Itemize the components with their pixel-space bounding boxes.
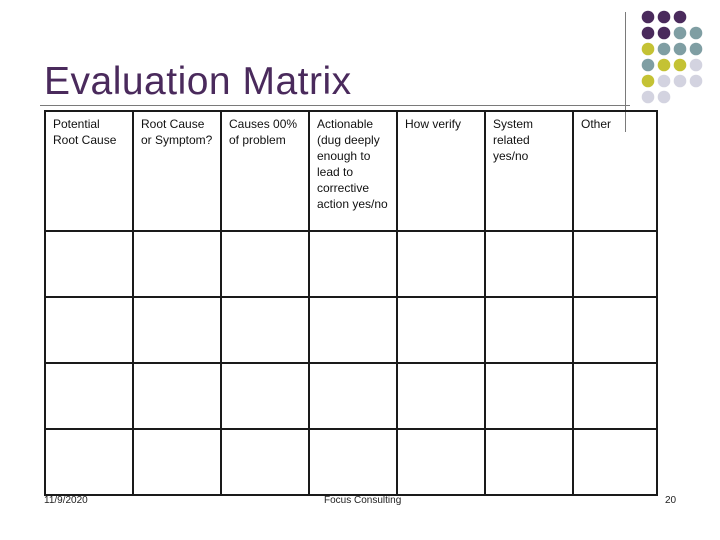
decorative-dot bbox=[658, 91, 671, 104]
table-cell bbox=[309, 363, 397, 429]
decorative-dot bbox=[642, 27, 655, 40]
table-cell bbox=[133, 297, 221, 363]
table-cell bbox=[485, 231, 573, 297]
table-cell bbox=[573, 297, 657, 363]
table-cell bbox=[573, 363, 657, 429]
decorative-dot bbox=[658, 27, 671, 40]
footer-page-number: 20 bbox=[665, 495, 677, 506]
table-cell bbox=[45, 429, 133, 495]
decorative-dot bbox=[642, 43, 655, 56]
header-system-related: System related yes/no bbox=[485, 111, 573, 231]
header-how-verify: How verify bbox=[397, 111, 485, 231]
table-cell bbox=[309, 231, 397, 297]
table-cell bbox=[221, 429, 309, 495]
table-cell bbox=[45, 363, 133, 429]
table-cell bbox=[309, 297, 397, 363]
decorative-dot bbox=[642, 91, 655, 104]
table-cell bbox=[397, 363, 485, 429]
table-cell bbox=[397, 429, 485, 495]
table-cell bbox=[485, 363, 573, 429]
decorative-dot bbox=[690, 59, 703, 72]
table-cell bbox=[221, 297, 309, 363]
table-cell bbox=[573, 429, 657, 495]
table-row bbox=[45, 429, 657, 495]
table-cell bbox=[397, 297, 485, 363]
header-actionable: Actionable (dug deeply enough to lead to corrective action yes/no bbox=[309, 111, 397, 231]
table-cell bbox=[45, 297, 133, 363]
header-row bbox=[45, 111, 657, 231]
decorative-dot bbox=[674, 43, 687, 56]
decorative-dot bbox=[658, 43, 671, 56]
table-row bbox=[45, 231, 657, 297]
slide-title: Evaluation Matrix bbox=[44, 60, 352, 103]
decorative-dot bbox=[674, 59, 687, 72]
decorative-dot bbox=[658, 11, 671, 24]
decorative-dot bbox=[674, 75, 687, 88]
table-row bbox=[45, 363, 657, 429]
table-cell bbox=[221, 363, 309, 429]
header-causes-percent: Causes 00% of problem bbox=[221, 111, 309, 231]
table-cell bbox=[309, 429, 397, 495]
table-cell bbox=[485, 429, 573, 495]
table-cell bbox=[45, 231, 133, 297]
table-row bbox=[45, 297, 657, 363]
decorative-dot bbox=[690, 75, 703, 88]
table-cell bbox=[573, 231, 657, 297]
header-other: Other bbox=[573, 111, 657, 231]
decorative-dot bbox=[674, 11, 687, 24]
decorative-dot bbox=[690, 43, 703, 56]
decorative-dot bbox=[642, 75, 655, 88]
table-cell bbox=[133, 231, 221, 297]
header-root-cause-or-symptom: Root Cause or Symptom? bbox=[133, 111, 221, 231]
title-underline bbox=[40, 105, 630, 106]
table-cell bbox=[133, 363, 221, 429]
decorative-dot bbox=[642, 11, 655, 24]
table-cell bbox=[397, 231, 485, 297]
decorative-dot bbox=[642, 59, 655, 72]
footer-date: 11/9/2020 bbox=[44, 495, 88, 506]
table-cell bbox=[485, 297, 573, 363]
header-potential-root-cause: Potential Root Cause bbox=[45, 111, 133, 231]
decorative-dot bbox=[690, 27, 703, 40]
decorative-dot bbox=[658, 75, 671, 88]
table-cell bbox=[133, 429, 221, 495]
decorative-dot bbox=[658, 59, 671, 72]
decorative-dot bbox=[674, 27, 687, 40]
evaluation-matrix-table bbox=[44, 110, 658, 496]
footer-company: Focus Consulting bbox=[324, 495, 402, 506]
table-cell bbox=[221, 231, 309, 297]
